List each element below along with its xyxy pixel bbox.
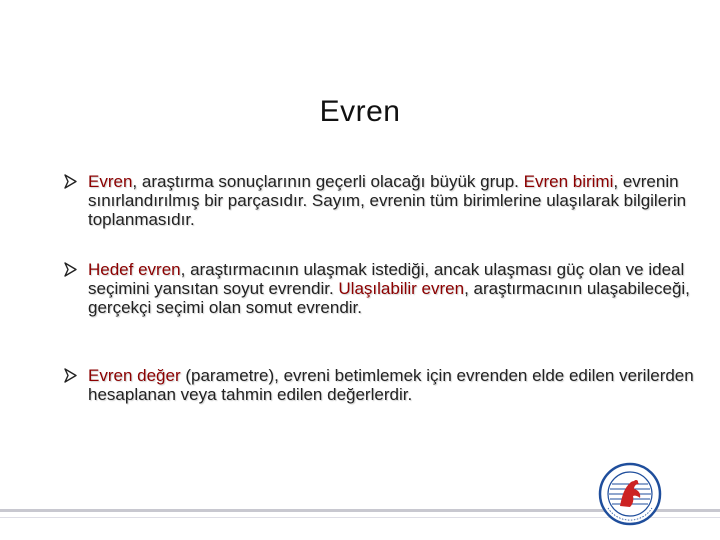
arrow-bullet-icon bbox=[62, 366, 80, 385]
university-seal-icon bbox=[598, 462, 662, 526]
term-evren: Evren bbox=[88, 172, 133, 191]
bullet-item bbox=[62, 260, 700, 317]
bullet-item bbox=[62, 172, 700, 229]
arrow-bullet-icon bbox=[62, 172, 80, 191]
slide-title: Evren bbox=[319, 95, 401, 128]
bullet-text: , araştırmacının ulaşabileceği, gerçekçi seçimi olan somut evrendir. bbox=[88, 279, 690, 317]
term-ulasilabilir-evren: Ulaşılabilir evren bbox=[338, 279, 465, 298]
bullet-text: , evrenin sınırlandırılmış bir parçasıdır. Sayım, evrenin tüm birimlerine ulaşılarak bilgilerin toplanmasıdır. bbox=[88, 172, 687, 229]
bullet-text: , araştırmacının ulaşmak istediği, ancak ulaşması güç olan ve ideal seçimini yansıtan soyut evrendir. bbox=[88, 260, 685, 298]
bullet-text: , araştırma sonuçlarının geçerli olacağı büyük grup. bbox=[132, 172, 524, 191]
bullet-text: (parametre), evreni betimlemek için evrenden elde edilen verilerden hesaplanan veya tahmin edilen değerlerdir. bbox=[88, 366, 694, 404]
term-hedef-evren: Hedef evren bbox=[88, 260, 181, 279]
bullet-item bbox=[62, 366, 700, 404]
arrow-bullet-icon bbox=[62, 260, 80, 279]
term-evren-deger: Evren değer bbox=[88, 366, 181, 385]
term-evren-birimi: Evren birimi bbox=[523, 172, 614, 191]
